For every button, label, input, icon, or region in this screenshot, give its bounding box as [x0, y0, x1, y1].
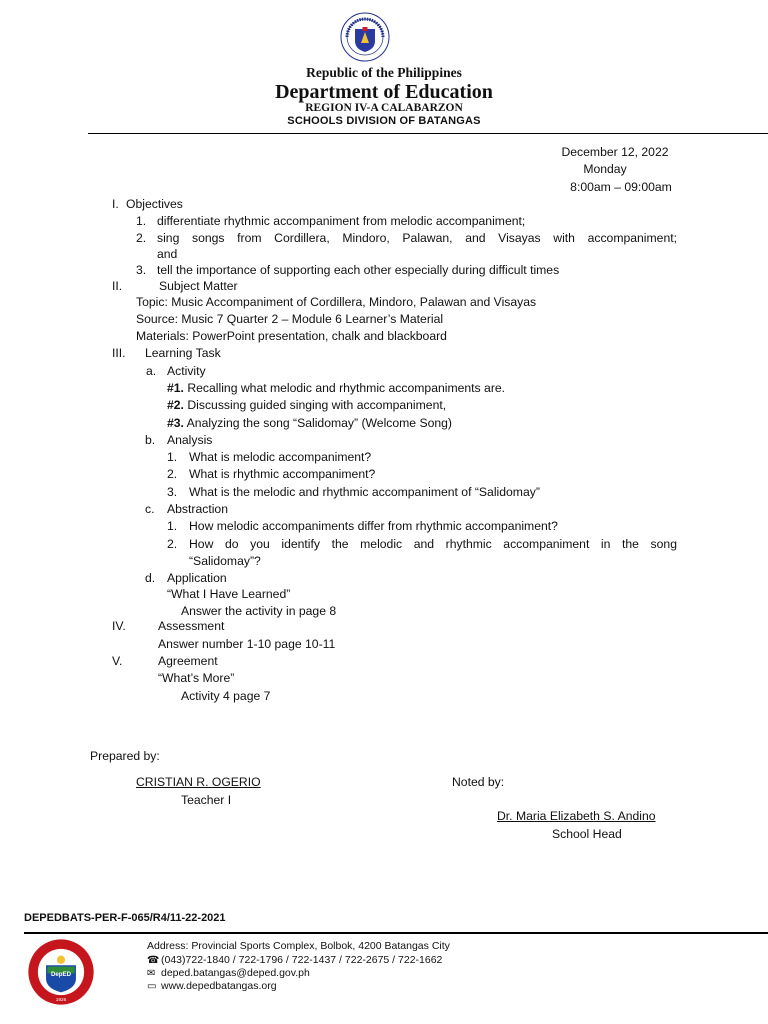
application-line: Answer the activity in page 8	[181, 604, 337, 618]
footer-website[interactable]: www.depedbatangas.org	[161, 980, 277, 992]
noter-title: School Head	[552, 827, 622, 841]
objective-text-continued: and	[157, 247, 178, 261]
activity-letter: a.	[146, 364, 157, 378]
preparer-name: CRISTIAN R. OGERIO	[136, 775, 261, 789]
lesson-day: Monday	[583, 162, 627, 176]
activity-text: Discussing guided singing with accompaniment,	[187, 398, 447, 412]
noter-name: Dr. Maria Elizabeth S. Andino	[497, 809, 656, 823]
noted-by-label: Noted by:	[452, 775, 505, 789]
abstraction-heading: Abstraction	[167, 502, 228, 516]
activity-heading: Activity	[167, 364, 206, 378]
footer-phone: (043)722-1840 / 722-1796 / 722-1437 / 722-2675 / 722-1662	[161, 954, 443, 966]
division-line: SCHOOLS DIVISION OF BATANGAS	[287, 115, 481, 127]
subject-topic: Topic: Music Accompaniment of Cordillera, Mindoro, Palawan and Visayas	[136, 295, 537, 309]
seal-year: 1926	[55, 998, 67, 1004]
region-line: REGION IV-A CALABARZON	[305, 102, 463, 114]
agreement-heading: Agreement	[158, 654, 218, 668]
activity-tag: #2.	[167, 398, 184, 412]
analysis-num: 1.	[167, 450, 178, 464]
footer-address: Address: Provincial Sports Complex, Bolbok, 4200 Batangas City	[147, 940, 450, 952]
analysis-heading: Analysis	[167, 433, 213, 447]
objective-text: sing songs from Cordillera, Mindoro, Palawan, and Visayas with accompaniment;	[157, 231, 677, 245]
abstraction-text-continued: “Salidomay”?	[189, 554, 261, 568]
objective-num: 2.	[136, 231, 147, 245]
form-code: DEPEDBATS-PER-F-065/R4/11-22-2021	[24, 912, 226, 924]
footer-phone-row	[147, 954, 442, 966]
subject-materials: Materials: PowerPoint presentation, chalk and blackboard	[136, 329, 447, 343]
assessment-text: Answer number 1-10 page 10-11	[158, 637, 336, 651]
footer-email-row	[147, 967, 310, 979]
subject-matter-numeral: II.	[112, 279, 123, 293]
subject-source: Source: Music 7 Quarter 2 – Module 6 Learner’s Material	[136, 312, 444, 326]
objectives-numeral: I.	[112, 197, 119, 211]
header-divider	[88, 133, 768, 134]
abstraction-text: How do you identify the melodic and rhythmic accompaniment in the song	[189, 537, 677, 551]
activity-item	[167, 381, 505, 395]
abstraction-num: 1.	[167, 519, 178, 533]
application-heading: Application	[167, 571, 227, 585]
lesson-date: December 12, 2022	[561, 145, 669, 159]
envelope-icon: ✉	[147, 968, 156, 979]
objective-text: differentiate rhythmic accompaniment from melodic accompaniment;	[157, 214, 526, 228]
activity-text: Recalling what melodic and rhythmic accompaniments are.	[187, 381, 506, 395]
department-title: Department of Education	[275, 81, 493, 103]
agreement-numeral: V.	[112, 654, 123, 668]
activity-tag: #1.	[167, 381, 184, 395]
activity-item	[167, 416, 452, 430]
learning-task-heading: Learning Task	[145, 346, 221, 360]
republic-line: Republic of the Philippines	[306, 65, 462, 80]
agreement-line: Activity 4 page 7	[181, 689, 271, 703]
analysis-text: What is rhythmic accompaniment?	[189, 467, 376, 481]
lesson-time: 8:00am – 09:00am	[570, 180, 672, 194]
deped-seal-logo	[340, 12, 390, 62]
preparer-title: Teacher I	[181, 793, 232, 807]
activity-tag: #3.	[167, 416, 184, 430]
analysis-letter: b.	[145, 433, 156, 447]
objective-text: tell the importance of supporting each other especially during difficult times	[157, 263, 560, 277]
assessment-numeral: IV.	[112, 619, 126, 633]
prepared-by-label: Prepared by:	[90, 749, 160, 763]
footer-email[interactable]: deped.batangas@deped.gov.ph	[161, 967, 310, 979]
division-seal-logo	[27, 938, 95, 1006]
computer-icon: ▭	[147, 981, 157, 992]
application-letter: d.	[145, 571, 156, 585]
phone-icon: ☎	[147, 955, 160, 966]
abstraction-num: 2.	[167, 537, 178, 551]
analysis-text: What is the melodic and rhythmic accompaniment of “Salidomay”	[189, 485, 540, 499]
assessment-heading: Assessment	[158, 619, 225, 633]
application-line: “What I Have Learned”	[167, 587, 291, 601]
agreement-line: “What’s More”	[158, 671, 235, 685]
subject-matter-heading: Subject Matter	[159, 279, 238, 293]
analysis-num: 2.	[167, 467, 178, 481]
learning-task-numeral: III.	[112, 346, 126, 360]
analysis-text: What is melodic accompaniment?	[189, 450, 372, 464]
objective-num: 3.	[136, 263, 147, 277]
seal-logo-text: DepED	[50, 971, 72, 979]
objectives-heading: Objectives	[126, 197, 183, 211]
analysis-num: 3.	[167, 485, 178, 499]
abstraction-text: How melodic accompaniments differ from rhythmic accompaniment?	[189, 519, 558, 533]
footer-website-row	[147, 980, 277, 992]
activity-item	[167, 398, 446, 412]
activity-text: Analyzing the song “Salidomay” (Welcome Song)	[186, 416, 452, 430]
footer-divider	[24, 932, 768, 934]
abstraction-letter: c.	[145, 502, 155, 516]
objective-num: 1.	[136, 214, 147, 228]
